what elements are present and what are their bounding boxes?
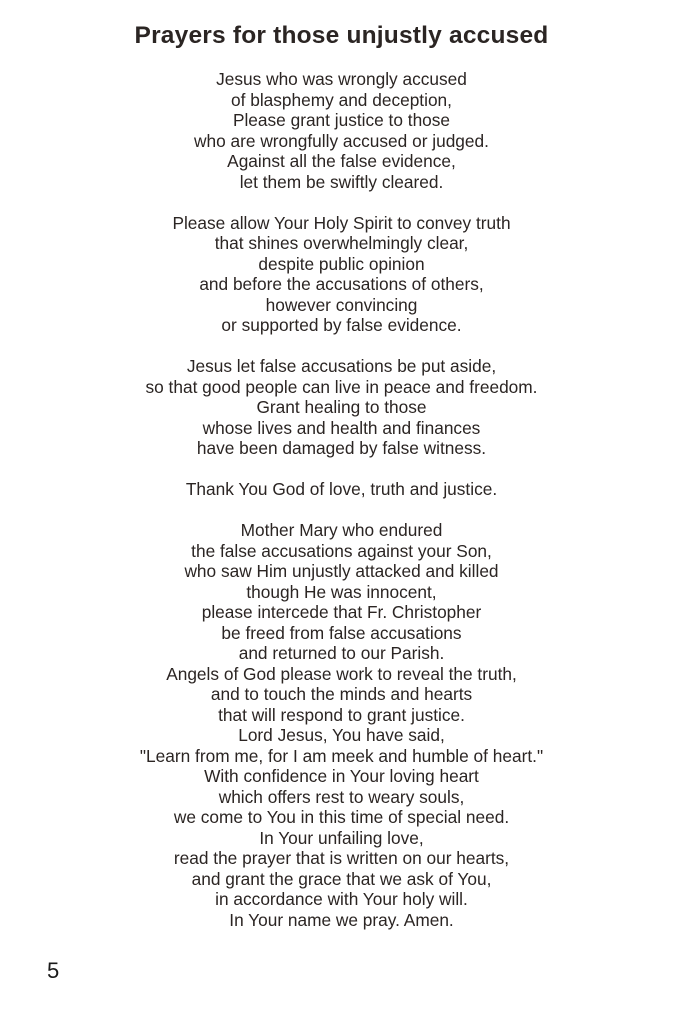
stanza-3 xyxy=(0,356,683,459)
prayer-line: whose lives and health and finances xyxy=(202,417,481,438)
prayer-line: Please grant justice to those xyxy=(232,110,451,130)
prayer-line: Please allow Your Holy Spirit to convey truth xyxy=(172,212,511,233)
prayer-line: please intercede that Fr. Christopher xyxy=(201,602,482,622)
prayer-line: that shines overwhelmingly clear, xyxy=(214,233,469,253)
page-title: Prayers for those unjustly accused xyxy=(134,22,549,49)
stanza-4 xyxy=(0,479,683,500)
prayer-line: who are wrongfully accused or judged. xyxy=(194,130,489,151)
prayer-line: read the prayer that is written on our hearts, xyxy=(173,848,510,868)
prayer-line: despite public opinion xyxy=(258,253,425,274)
prayer-line: in accordance with Your holy will. xyxy=(215,889,468,909)
prayer-line: of blasphemy and deception, xyxy=(231,89,452,110)
prayer-line: and before the accusations of others, xyxy=(199,274,484,294)
prayer-line: we come to You in this time of special need. xyxy=(173,807,510,827)
prayer-line: Against all the false evidence, xyxy=(227,151,456,171)
prayer-line: and to touch the minds and hearts xyxy=(210,684,473,704)
prayer-line: Lord Jesus, You have said, xyxy=(238,725,445,745)
stanza-5 xyxy=(0,520,683,930)
page-number: 5 xyxy=(47,958,60,983)
prayer-line: be freed from false accusations xyxy=(221,622,462,643)
prayer-line: Angels of God please work to reveal the truth, xyxy=(166,663,517,684)
prayer-line: that will respond to grant justice. xyxy=(218,704,465,725)
stanza-2 xyxy=(0,213,683,336)
prayer-line: Jesus let false accusations be put aside, xyxy=(186,356,497,376)
prayer-line: With confidence in Your loving heart xyxy=(204,766,479,786)
prayer-body xyxy=(0,69,683,951)
prayer-line: which offers rest to weary souls, xyxy=(218,786,465,807)
prayer-line: the false accusations against your Son, xyxy=(191,540,492,561)
prayer-line: let them be swiftly cleared. xyxy=(239,171,444,192)
prayer-line: "Learn from me, for I am meek and humble of heart." xyxy=(139,745,544,766)
prayer-line: Thank You God of love, truth and justice. xyxy=(185,479,498,499)
prayer-line: so that good people can live in peace and freedom. xyxy=(145,376,538,397)
prayer-line: who saw Him unjustly attacked and killed xyxy=(184,561,499,581)
prayer-line: however convincing xyxy=(265,294,418,315)
prayer-line: Mother Mary who endured xyxy=(240,520,443,540)
prayer-line: though He was innocent, xyxy=(246,581,437,602)
prayer-line: In Your unfailing love, xyxy=(259,827,424,848)
prayer-line: or supported by false evidence. xyxy=(221,315,462,335)
prayer-line: Grant healing to those xyxy=(256,397,427,417)
prayer-line: and grant the grace that we ask of You, xyxy=(191,868,492,889)
prayer-line: In Your name we pray. Amen. xyxy=(229,909,454,930)
prayer-line: Jesus who was wrongly accused xyxy=(216,69,467,89)
prayer-line: and returned to our Parish. xyxy=(238,643,445,663)
stanza-1 xyxy=(0,69,683,192)
prayer-line: have been damaged by false witness. xyxy=(196,438,487,458)
